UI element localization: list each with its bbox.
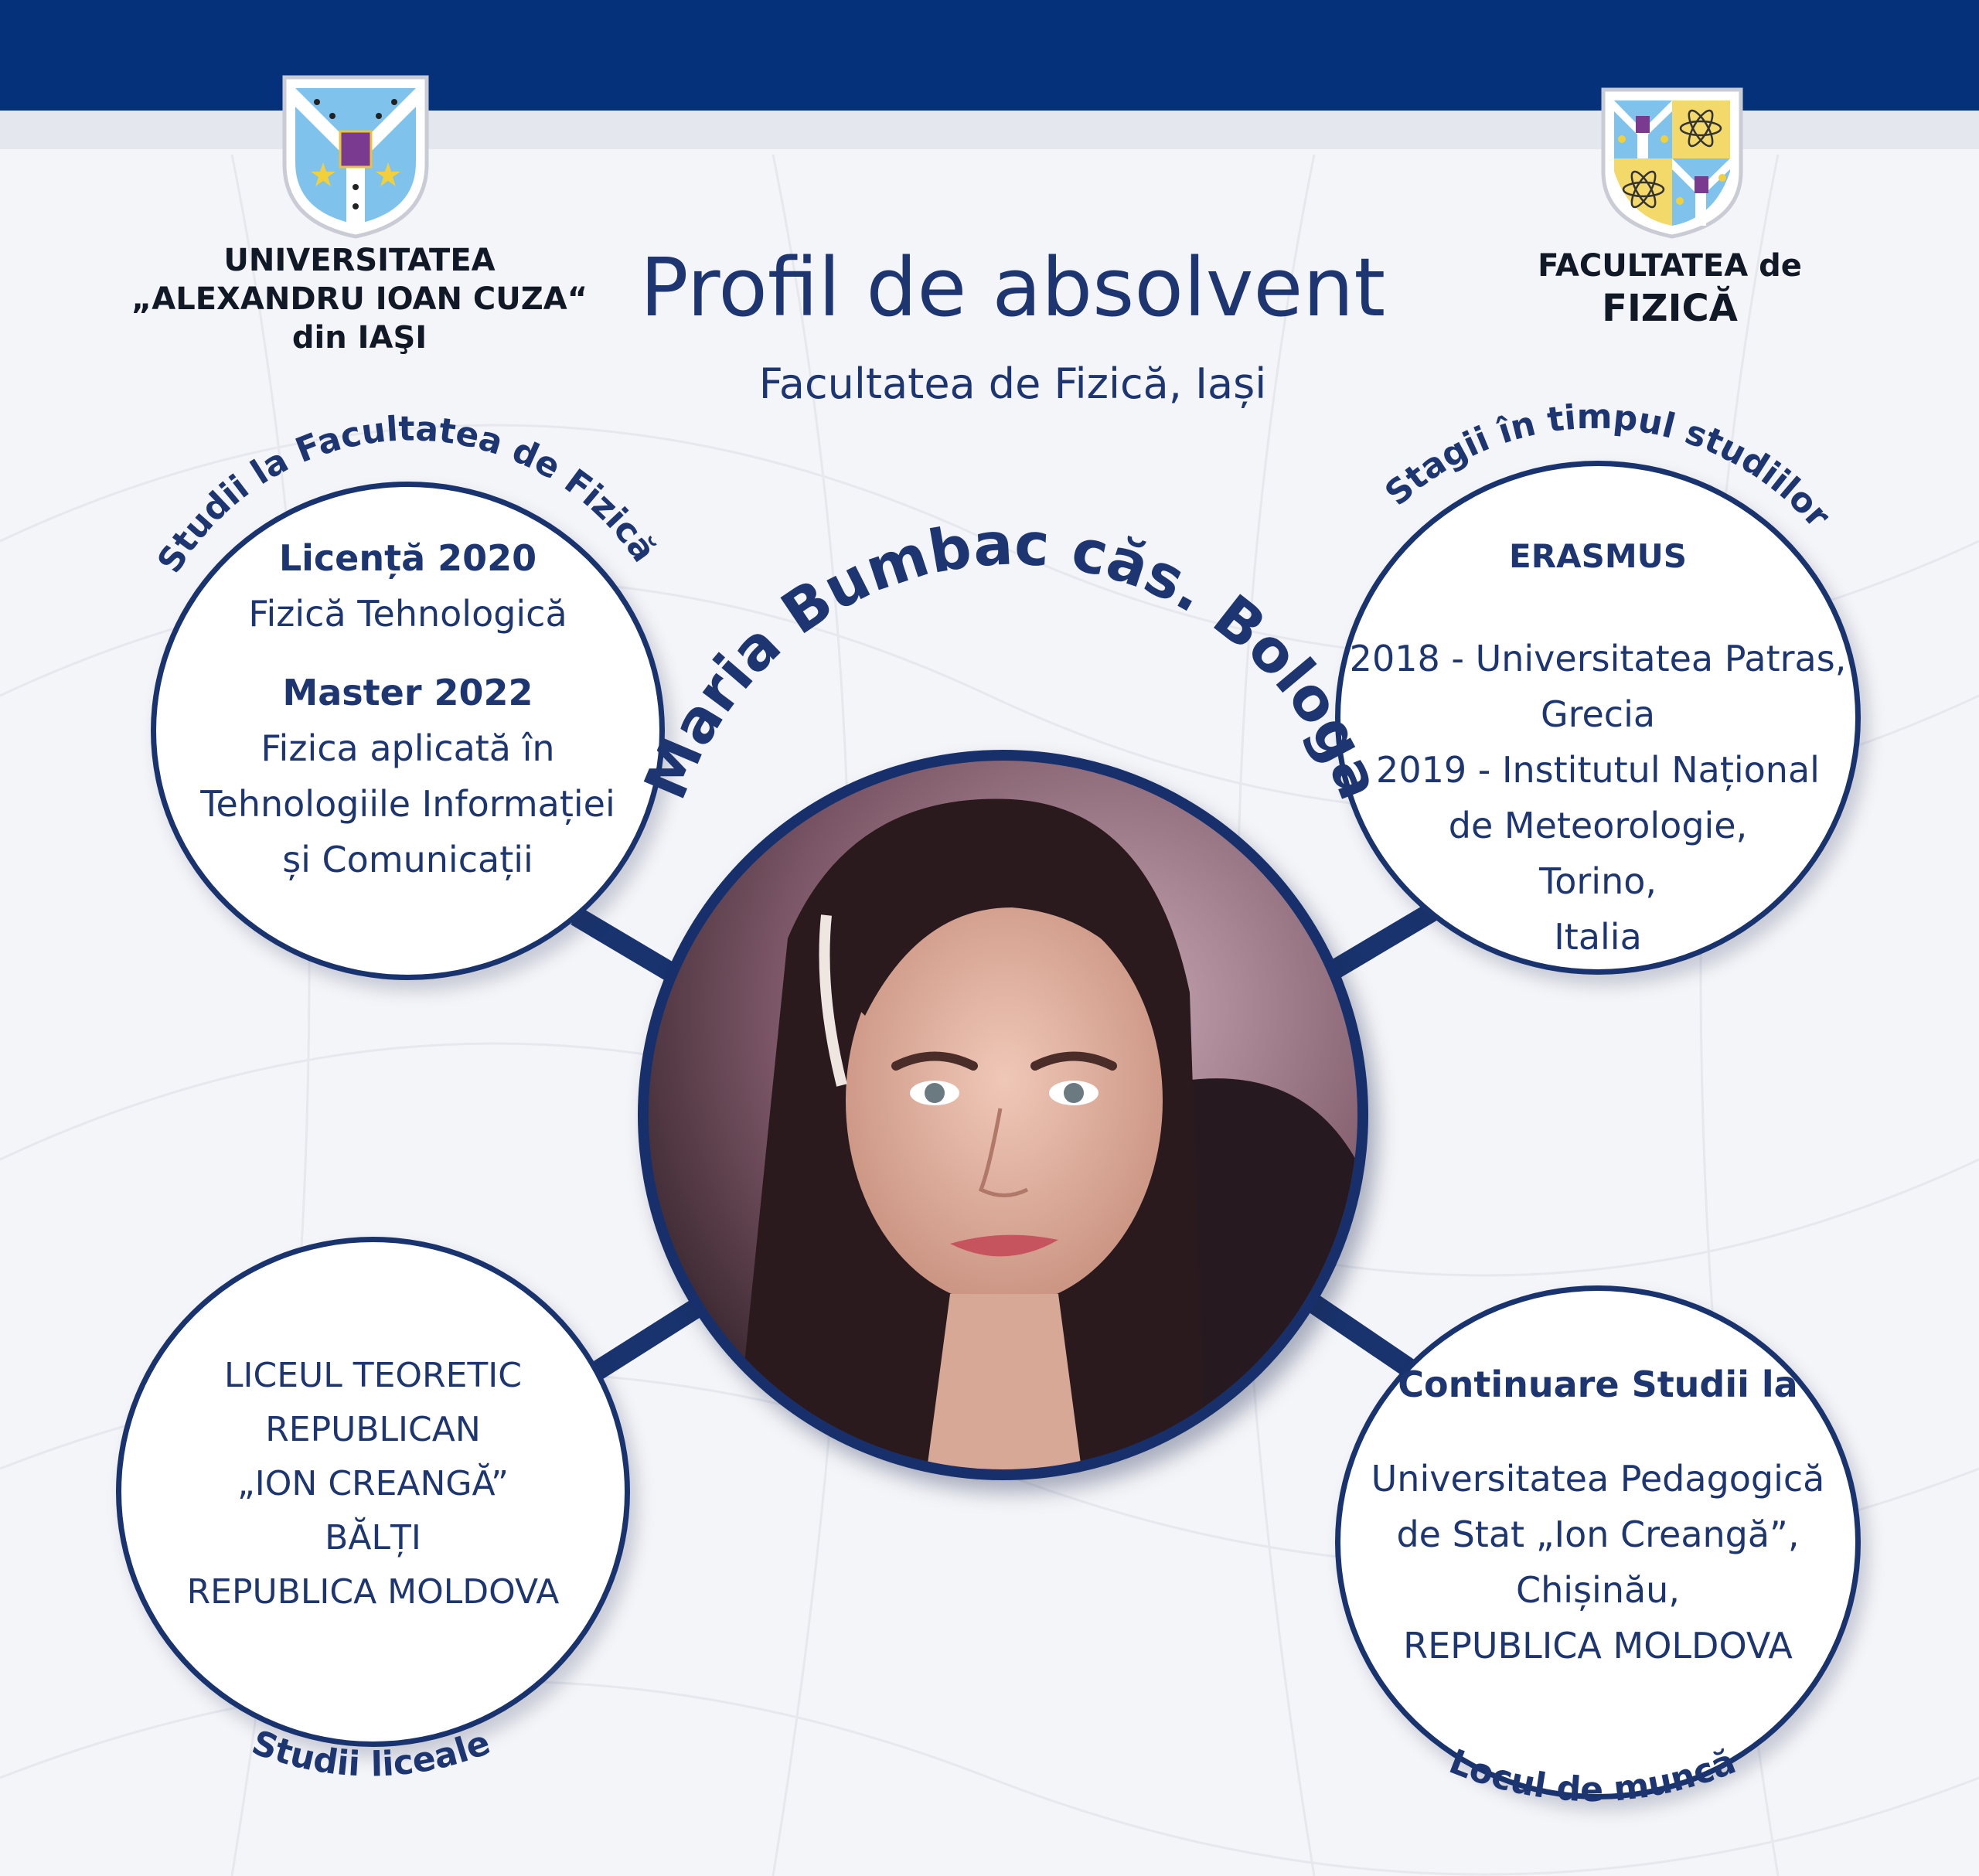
graduate-name: Maria Bumbac căs. Bologa [630, 509, 1395, 809]
workplace-heading: Continuare Studii la [1398, 1364, 1798, 1405]
highschool-line4: BĂLȚI [325, 1518, 421, 1558]
highschool-line2: REPUBLICAN [265, 1410, 481, 1449]
bachelor-title: Licență 2020 [278, 537, 537, 579]
university-name-line1: UNIVERSITATEA [223, 243, 496, 278]
internship-line3: 2019 - Institutul Național [1376, 749, 1820, 791]
internship-line5: Torino, [1538, 860, 1657, 902]
master-title: Master 2022 [282, 672, 533, 713]
highschool-label: Studii liceale [247, 1722, 496, 1785]
master-program-line1: Fizica aplicată în [261, 727, 555, 769]
bachelor-program: Fizică Tehnologică [248, 593, 567, 635]
workplace-label: Locul de muncă [1443, 1742, 1742, 1810]
internship-line4: de Meteorologie, [1448, 805, 1748, 846]
internship-program: ERASMUS [1509, 537, 1687, 575]
university-name-line3: din IAŞI [291, 320, 427, 356]
page-subtitle: Facultatea de Fizică, Iași [758, 359, 1267, 408]
page-title: Profil de absolvent [639, 240, 1386, 335]
workplace-line3: Chișinău, [1516, 1569, 1680, 1611]
master-program-line3: și Comunicații [282, 839, 533, 880]
internship-line1: 2018 - Universitatea Patras, [1349, 638, 1847, 679]
faculty-name-line1: FACULTATEA de [1538, 248, 1802, 284]
university-name-line2: „ALEXANDRU IOAN CUZA“ [131, 281, 588, 317]
workplace-line2: de Stat „Ion Creangă”, [1396, 1513, 1800, 1555]
highschool-line1: LICEUL TEORETIC [224, 1356, 522, 1395]
internship-line2: Grecia [1540, 693, 1656, 735]
highschool-line5: REPUBLICA MOLDOVA [186, 1572, 560, 1612]
workplace-line4: REPUBLICA MOLDOVA [1403, 1625, 1793, 1667]
internships-label: Stagii în timpul studiilor [1378, 397, 1838, 536]
internship-line6: Italia [1554, 916, 1642, 958]
workplace-line1: Universitatea Pedagogică [1371, 1458, 1825, 1500]
faculty-studies-label: Studii la Facultatea de Fizică [149, 409, 664, 581]
faculty-name-line2: FIZICĂ [1602, 287, 1738, 330]
highschool-line3: „ION CREANGĂ” [237, 1464, 509, 1503]
master-program-line2: Tehnologiile Informației [200, 783, 615, 825]
